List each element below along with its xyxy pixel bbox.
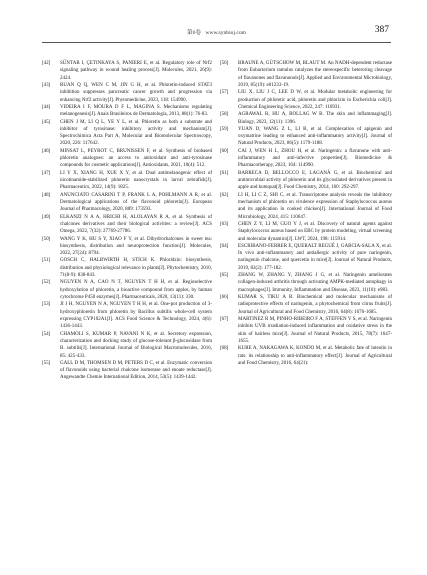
reference-number: [66] (220, 295, 229, 300)
reference-entry (220, 243, 392, 272)
reference-entry (220, 345, 392, 367)
reference-number: [64] (220, 243, 229, 249)
reference-text: NGUYEN N A, CAO N T, NGUYEN T H H, et al. Regioselective hydroxylation of phloretin, a bioactive compound from apples, by human cytochrome P450 enzymes[J]. Pharmaceuticals, 2020, 13(11): 330. (60, 280, 212, 300)
page-number: 387 (374, 25, 389, 35)
reference-number: [57] (220, 90, 229, 96)
reference-text: LI Y X, XIANG H, XUE X Y, et al. Dual antimelanogenic effect of nicotinamide-stabilized phloretin nanocrystals in larval zebrafish[J]. Pharmaceutics, 2022, 14(9): 1825. (60, 170, 212, 191)
reference-number: [63] (220, 221, 229, 227)
reference-text: YUAN D, WANG Z L, LI B, et al. Complexation of apigenin and oxymatrine leading to enhanced anti-inflammatory activity[J]. Journal of Natural Products, 2023, 86(5): 1179-1188. (238, 126, 392, 147)
reference-text: VIDEIRA I F, MOURA D F L, MAGINA S. Mechanisms regulating melanogenesis[J]. Anais Brasileiros de Dermatologia, 2013, 88(1): 76-83. (60, 104, 212, 118)
reference-text: MARTINEZ R M, PINHO-RIBEIRO F A, STEFFEN V S, et al. Naringenin inhibits UVB irradiation-induced inflammation and oxidative stress in the skin of hairless mice[J]. Journal of Natural Products, 2015, 78(7): 1647-1655. (238, 316, 392, 344)
reference-number: [62] (220, 192, 229, 198)
reference-number: [43] (42, 82, 51, 88)
issue-label: 第6卷 (186, 30, 201, 36)
reference-number: [54] (42, 331, 51, 337)
reference-entry (220, 89, 392, 111)
reference-number: [51] (42, 258, 51, 264)
reference-number: [67] (220, 316, 229, 322)
reference-entry (42, 331, 212, 360)
reference-entry (220, 170, 392, 192)
reference-text: CHEN Z Y, LI M, GUO Y J, et al. Discovery of natural agents against Staphylococcus aureus based on EBC by protein modeling, virtual screening and molecular dynamics[J]. LWT, 2024, 198: 115914. (238, 221, 392, 242)
reference-text: WANG Y K, HU S Y, XIAO F Y, et al. Dihydrochalcones in sweet tea: biosynthesis, distribution and neuroprotection function[J]. Molecules, 2022, 27(24): 8794. (60, 236, 212, 257)
reference-text: RUAN Q Q, WEN C M, JIN G H, et al. Phloretin-induced STAT3 inhibition suppresses pancreatic cancer growth and progression via enhancing Nrf2 activity[J]. Phytomedicine, 2023, 118: 154990. (60, 82, 212, 103)
reference-entry (42, 214, 212, 236)
reference-text: ELKANZI N A A, HRICHI H, ALOLAYAN R A, et al. Synthesis of chalcones derivatives and their biological activities: a review[J]. ACS Omega, 2022, 7(32): 27769-27786. (60, 214, 212, 235)
page-header (42, 20, 391, 43)
site-url: www.synbioj.com (205, 30, 247, 36)
reference-number: [65] (220, 273, 229, 279)
reference-entry (220, 192, 392, 221)
reference-number: [56] (220, 61, 229, 66)
reference-number: [68] (220, 346, 229, 352)
reference-entry (220, 60, 392, 89)
reference-number: [47] (42, 170, 51, 176)
reference-entry (42, 60, 212, 82)
reference-text: SÜNTAR I, ÇETINKAYA S, PANIERI E, et al. Regulatory role of Nrf2 signaling pathway in wound healing process[J]. Molecules, 2021, 26(9): 2424. (60, 61, 212, 81)
header-journal-info (42, 28, 391, 36)
reference-entry (42, 279, 212, 301)
reference-text: KUMAR S, TIKU A B. Biochemical and molecular mechanisms of radioprotective effects of naringenin, a phytochemical from citrus fruits[J]. Journal of Agricultural and Food Chemistry, 2016, 64(8): 1676-1685. (238, 295, 392, 315)
reference-text: AGRAWAL R, HU A, BOLLAG W B. The skin and inflammaging[J]. Biology, 2023, 12(11): 1396. (238, 112, 392, 125)
reference-entry (42, 119, 212, 148)
reference-text: ZHANG W, ZHANG Y, ZHANG J G, et al. Naringenin ameliorates collagen-induced arthritis through activating AMPK-mediated autophagy in macrophages[J]. Immunity, Inflammation and Disease, 2023, 11(10): e983. (238, 273, 392, 293)
reference-text: CHAMOLI S, KUMAR P, NAVANI N K, et al. Secretory expression, characterization and docking study of glucose-tolerant β-glucosidase from B. subtilis[J]. International Journal of Biological Macromolecules, 2016, 85: 425-433. (60, 331, 212, 359)
references-left-column (42, 60, 212, 382)
reference-text: LIU X, LIU J C, LEE D W, et al. Modular metabolic engineering for production of phloretic acid, phloretin and phlorizin in Escherichia coli[J]. Chemical Engineering Science, 2022, 247: 116931. (238, 90, 392, 110)
reference-entry (220, 126, 392, 148)
reference-text: CHEN J M, LI Q L, YE Y L, et al. Phloretin as both a substrate and inhibitor of tyrosinase: inhibitory activity and mechanism[J]. Spectrochimica Acta Part A, Molecular and Biomolecular Spectroscopy, 2020, 226: 117642. (60, 119, 212, 147)
reference-text: BRAUNE A, GÜTSCHOW M, BLAUT M. An NADH-dependent reductase from Eubacterium ramulus catalyzes the stereospecific heteroring cleavage of flavanones and flavanonols[J]. Applied and Environmental Microbiology, 2019, 85(19): e01233-19. (238, 61, 392, 88)
reference-text: KURE A, NAKAGAWA K, KONDO M, et al. Metabolic fate of luteolin in rats: its relationship to anti-inflammatory effect[J]. Journal of Agricultural and Food Chemistry, 2016, 64(21): (238, 346, 392, 366)
reference-number: [49] (42, 214, 51, 220)
reference-number: [58] (220, 112, 229, 118)
reference-number: [45] (42, 119, 51, 125)
reference-entry (220, 316, 392, 345)
reference-text: GOSCH C, HALBWIRTH H, STICH K. Phloridzin: biosynthesis, distribution and physiological relevance in plants[J]. Phytochemistry, 2010, 71(8-9): 838-843. (60, 258, 212, 279)
reference-text: ANUNCIATO CASARINI T P, FRANK L A, POHLMANN A R, et al. Dermatological applications of the flavonoid phloretin[J]. European Journal of Pharmacology, 2020, 889: 173593. (60, 192, 212, 213)
reference-number: [48] (42, 192, 51, 198)
reference-text: GALL D M, THOMSEN D M, PETERS D C, et al. Enzymatic conversion of flavonoids using bacterial chalcone isomerase and enoate reductase[J]. Angewandte Chemie International Edition, 2014, 53(5): 1439-1442. (60, 360, 212, 381)
reference-entry (220, 221, 392, 243)
reference-number: [50] (42, 236, 51, 242)
reference-number: [60] (220, 148, 229, 154)
reference-text: MINSAT L, PEYROT C, BRUNISSEN F, et al. Synthesis of biobased phloretin analogues: an access to antioxidant and anti-tyrosinase compounds for cosmetic applications[J]. Antioxidants, 2021, 10(4): 512. (60, 148, 212, 169)
reference-entry (42, 236, 212, 258)
reference-number: [44] (42, 104, 51, 110)
reference-text: CAI J, WEN H L, ZHOU H, et al. Naringenin: a flavanone with anti-inflammatory and anti-infective properties[J]. Biomedicine & Pharmacotherapy, 2023, 164: 114990. (238, 148, 392, 169)
reference-text: JI J H, NGUYEN N A, NGUYEN T H H, et al. One-pot production of 3-hydroxyphloretin from phloretin by Bacillus subtilis whole-cell system expressing CYP102A1[J]. ACS Food Science & Technology, 2024, 4(6): 1436-1443. (60, 302, 212, 330)
reference-number: [52] (42, 280, 51, 286)
reference-entry (220, 148, 392, 170)
reference-entry (42, 104, 212, 119)
reference-entry (42, 257, 212, 279)
reference-entry (42, 192, 212, 214)
reference-entry (220, 272, 392, 294)
reference-number: [53] (42, 302, 51, 308)
reference-number: [46] (42, 148, 51, 154)
reference-entry (42, 170, 212, 192)
references-right-column (220, 60, 392, 367)
reference-text: LI H, LI C Z, SHI C, et al. Transcriptome analysis reveals the inhibitory mechanism of phloretin on virulence expression of Staphylococcus aureus and its application in cooked chicken[J]. International Journal of Food Microbiology, 2024, 415: 110647. (238, 192, 392, 220)
reference-entry (42, 148, 212, 170)
reference-number: [61] (220, 170, 229, 176)
reference-entry (220, 111, 392, 126)
reference-number: [55] (42, 360, 51, 366)
reference-text: BARRECA D, BELLOCCO E, LAGANÀ G, et al. Biochemical and antimicrobial activity of phloretin and its glycosilated derivatives present in apple and kumquat[J]. Food Chemistry, 2014, 160: 292-297. (238, 170, 392, 191)
reference-entry (220, 294, 392, 316)
reference-entry (42, 301, 212, 330)
reference-entry (42, 82, 212, 104)
reference-entry (42, 360, 212, 382)
reference-number: [42] (42, 61, 51, 66)
reference-number: [59] (220, 126, 229, 132)
reference-text: ESCRIBANO-FERRER E, QUERALT REGUÉ J, GARCIA-SALA X, et al. In vivo anti-inflammatory and antiallergic activity of pure naringenin, naringenin chalcone, and quercetin in mice[J]. Journal of Natural Products, 2019, 82(2): 177-182. (238, 243, 392, 271)
